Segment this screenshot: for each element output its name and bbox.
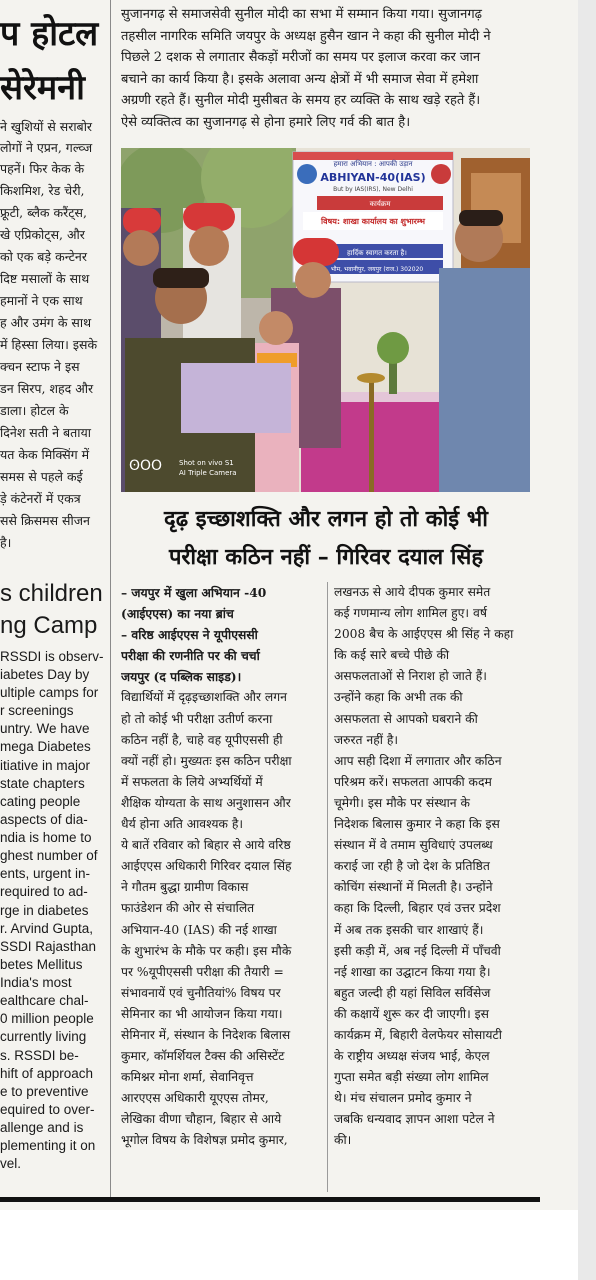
body-line: संस्थान में वे तमाम सुविधाएं उपलब्ध [334,838,493,853]
english-text-line: betes Mellitus [0,957,83,972]
body-line: हो तो कोई भी परीक्षा उतीर्ण करना [121,711,273,726]
body-line: के शुभारंभ के मौके पर कही। इस मौके [121,943,292,958]
body-line: चूमेगी। इस मौके पर संस्थान के [334,795,470,810]
english-text-line: aspects of dia- [0,812,88,827]
body-line: अभियान-40 (IAS) की नई शाखा [121,922,277,937]
body-line: कमिश्नर मोना शर्मा, सेवानिवृत्त [121,1070,254,1085]
watermark-line: Shot on vivo S1 [179,459,234,467]
left-text-line: डन सिरप, शहद और [0,381,94,396]
banner-welcome: हार्दिक स्वागत करता है। [347,249,407,257]
column-divider [327,582,328,1192]
english-text-line: ndia is home to [0,830,92,845]
english-text-line: currently living [0,1029,87,1044]
body-line: लखनऊ से आये दीपक कुमार समेत [334,585,491,599]
left-text-line: में हिस्सा लिया। इसके [0,337,98,352]
paragraph-line: ऐसे व्यक्तित्व का सुजानगढ़ से होना हमारे लिए गर्व की बात है। [121,114,411,130]
body-line: के राष्ट्रीय अध्यक्ष संजय भाई, केएल [334,1049,490,1064]
english-text-line: iabetes Day by [0,667,90,682]
top-article-paragraph [121,4,531,134]
left-text-line: है। [0,535,12,550]
english-text-line: e to preventive [0,1084,89,1099]
headline-line: दृढ़ इच्छाशक्ति और लगन हो तो कोई भी [164,506,488,532]
highlight-line: – वरिष्ठ आईएएस ने यूपीएससी [121,627,258,643]
english-text-line: ghest number of [0,848,98,863]
paragraph-line: अग्रणी रहते हैं। सुनील मोदी मुसीबत के समय हर व्यक्ति के साथ खड़े रहते हैं। [121,93,481,109]
body-line: में अब तक इसकी चार शाखाएं हैं। [334,922,484,937]
english-text-line: required to ad- [0,884,88,899]
body-line: क्यों नहीं हो। मुख्यतः इस कठिन परीक्षा [121,753,292,768]
left-headline-line: सेरेमनी [0,68,85,108]
body-line: असफलताओं से निराश हो जाते हैं। [334,669,487,684]
body-line: असफलता से आपको घबराने की [334,711,478,726]
event-photo [121,148,530,492]
left-text-line: हमानों ने एक साथ [0,293,83,308]
left-text-line: पहनें। फिर केक के [0,161,85,176]
body-line: कि कई सारे बच्चे पीछे की [334,648,450,663]
english-text-line: vel. [0,1156,22,1171]
event-photo-illustration [121,148,530,492]
left-headline-line: प होटल [0,14,99,54]
body-line: सेमिनार का भी आयोजन किया गया। [121,1006,283,1021]
body-line: गुप्ता समेत बड़ी संख्या लोग शामिल [334,1070,489,1085]
paragraph-line: बचाने का कार्य किया है। इसके अलावा अन्य क्षेत्रों में भी समाज सेवा में हमेशा [121,71,479,87]
bottom-rule [0,1197,540,1202]
body-line: आईएएस अधिकारी गिरिवर दयाल सिंह [121,859,292,874]
banner-address: भौम, भवानीपुर, जयपुर (राज.) 302020 [330,266,424,273]
paragraph-line: तहसील नागरिक समिति जयपुर के अध्यक्ष हुसैन खान ने कहा की सुनील मोदी ने [121,28,491,44]
left-text-line: लोगों ने एप्रन, गल्व्ज [0,140,93,155]
body-line: नई शाखा का उद्घाटन किया गया है। [334,964,491,979]
left-text-line: दिष्ट मसालों के साथ [0,271,90,286]
headline-line: परीक्षा कठिन नहीं – गिरिवर दयाल सिंह [168,544,484,570]
left-text-line: दिनेश सती ने बताया [0,425,91,440]
body-line: कार्यक्रम में, बिहारी वेलफेयर सोसायटी [334,1027,502,1042]
left-text-line: फ्रूटी, ब्लैक करैंट्स, [0,205,87,220]
banner-program-label: कार्यक्रम [369,200,391,208]
body-line: इसी कड़ी में, अब नई दिल्ली में पाँचवी [334,943,501,958]
banner-subject: विषय: शाखा कार्यालय का शुभारम्भ [321,217,425,226]
body-line: आरएएस अधिकारी यूएएस तोमर, [121,1091,269,1106]
english-text-line: cating people [0,794,81,809]
english-text-line: rge in diabetes [0,903,89,918]
page-edge [578,0,596,1280]
highlight-line: (आईएएस) का नया ब्रांच [121,606,234,622]
english-text-line: equired to over- [0,1102,95,1117]
left-text-line: यत केक मिक्सिंग में [0,447,90,462]
body-line: विद्यार्थियों में दृढ़इच्छाशक्ति और लगन [121,690,287,705]
left-text-line: क्चन स्टाफ ने इस [0,359,80,374]
body-line: कोचिंग संस्थानों में मिलती है। उन्होंने [334,880,493,895]
english-text-line: mega Diabetes [0,739,91,754]
english-text-line: SSDI Rajasthan [0,939,97,954]
banner-top-text: हमारा अभियान : आपकी उड़ान [333,160,413,168]
left-text-line: डाला। होटल के [0,403,69,418]
english-text-line: hift of approach [0,1066,94,1081]
english-text-line: plementing it on [0,1138,96,1153]
english-text-line: RSSDI is observ- [0,649,104,664]
body-line: कई गणमान्य लोग शामिल हुए। वर्ष [334,606,487,621]
body-line: परिश्रम करें। सफलता आपकी कदम [334,774,492,789]
paragraph-line: पिछले 2 दशक से लगातार सैकड़ों मरीजों का समय पर इलाज करवा कर जान [121,50,481,66]
english-text-line: 0 million people [0,1011,94,1026]
highlight-line: परीक्षा की रणनीति पर की चर्चा [121,648,260,664]
body-line: थे। मंच संचालन प्रमोद कुमार ने [334,1091,472,1106]
left-text-line: ड़े कंटेनरों में एकत्र [0,491,81,506]
english-text-line: state chapters [0,776,85,791]
body-line: ने गौतम बुद्धा ग्रामीण विकास [121,880,249,895]
english-text-line: India's most [0,975,72,990]
paragraph-line: सुजानगढ़ से समाजसेवी सुनील मोदी का सभा में सम्मान किया गया। सुजानगढ़ [121,7,482,22]
dateline: जयपुर (द पब्लिक साइड)। [121,669,242,685]
body-line: की। [334,1133,352,1148]
english-headline-line: ng Camp [0,612,98,639]
body-line: की कक्षायें शुरू कर दी जाएगी। इस [334,1006,489,1021]
banner-title: ABHIYAN-40(IAS) [320,171,426,184]
column-divider [110,0,111,1200]
body-line: धैर्य होना अति आवश्यक है। [121,817,244,832]
body-line: कहा कि दिल्ली, बिहार एवं उत्तर प्रदेश [334,901,501,916]
english-text-line: ealthcare chal- [0,993,89,1008]
english-text-line: ultiple camps for [0,685,99,700]
body-line: में सफलता के लिये अभ्यर्थियों में [121,774,263,789]
body-line: जरुरत नहीं है। [334,732,399,747]
english-text-line: allenge and is [0,1120,84,1135]
banner-subtitle: But by IAS(IRS), New Delhi [333,186,413,193]
body-line: लेखिका वीणा चौहान, बिहार से आये [121,1112,282,1127]
article-column-right [334,582,530,1152]
body-line: निदेशक बिलास कुमार ने कहा कि इस [334,817,500,832]
highlight-line: – जयपुर में खुला अभियान -40 [121,585,267,600]
body-line: आप सही दिशा में लगातार और कठिन [334,753,502,768]
body-line: कराई जा रही है जो देश के प्रतिष्ठित [334,859,490,874]
article-column-left [121,582,321,1152]
body-line: संभावनायें एवं चुनौतियां% विषय पर [121,985,281,1000]
body-line: कुमार, कॉमर्शियल टैक्स की असिस्टेंट [121,1049,285,1064]
body-line: सेमिनार में, संस्थान के निदेशक बिलास [121,1027,291,1042]
body-line: कठिन नहीं है, चाहे वह यूपीएससी ही [121,732,283,747]
body-line: उन्होंने कहा कि अभी तक की [334,690,463,705]
body-line: 2008 बैच के आईएएस श्री सिंह ने कहा [334,627,514,642]
english-text-line: r screenings [0,703,74,718]
watermark-line: AI Triple Camera [179,469,237,477]
left-text-line: किशमिश, रेड चेरी, [0,183,85,198]
body-line: फाउंडेशन की ओर से संचालित [121,901,255,916]
left-text-line: समस से पहले कई [0,469,83,484]
body-line: बहुत जल्दी ही यहां सिविल सर्विसेज [334,985,491,1000]
body-line: ये बातें रविवार को बिहार से आये वरिष्ठ [121,838,291,853]
body-line: भूगोल विषय के विशेषज्ञ प्रमोद कुमार, [121,1133,288,1148]
left-text-line: को एक बड़े कन्टेनर [0,249,87,264]
english-text-line: untry. We have [0,721,90,736]
left-text-line: ससे क्रिसमस सीजन [0,513,90,528]
body-line: शैक्षिक योग्यता के साथ अनुशासन और [121,795,291,810]
camera-logo-icon: ʘOO [129,458,163,474]
english-text-line: ents, urgent in- [0,866,91,881]
english-text-line: itiative in major [0,758,91,773]
english-headline-line: s children [0,580,103,607]
left-text-line: ने खुशियों से सराबोर [0,119,93,134]
article-headline [121,500,531,576]
english-text-line: r. Arvind Gupta, [0,921,94,936]
left-text-line: खे एप्रिकोट्स, और [0,227,85,242]
left-adjacent-articles [0,0,108,1200]
body-line: जबकि धन्यवाद ज्ञापन आशा पटेल ने [334,1112,495,1127]
english-text-line: s. RSSDI be- [0,1048,79,1063]
left-text-line: ह और उमंग के साथ [0,315,92,330]
body-line: पर %यूपीएससी परीक्षा की तैयारी = [121,964,284,979]
